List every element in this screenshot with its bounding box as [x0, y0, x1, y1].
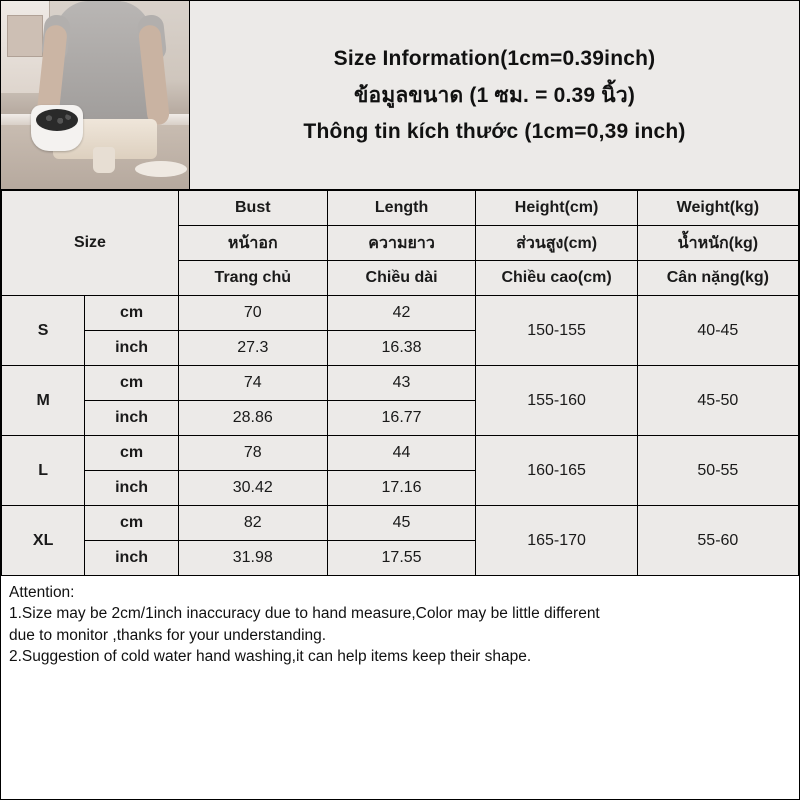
row-unit-inch: inch: [85, 471, 179, 506]
header-length-th: ความยาว: [327, 226, 476, 261]
table-row: [2, 296, 799, 331]
row-unit-inch: inch: [85, 401, 179, 436]
row-size-xl: XL: [2, 506, 85, 576]
m-height: 155-160: [476, 366, 637, 436]
l-height: 160-165: [476, 436, 637, 506]
header-weight-th: น้ำหนัก(kg): [637, 226, 798, 261]
table-row: [2, 366, 799, 401]
size-table: [1, 190, 799, 576]
header: [1, 1, 799, 190]
header-bust-en: Bust: [178, 191, 327, 226]
header-height-en: Height(cm): [476, 191, 637, 226]
l-length-cm: 44: [327, 436, 476, 471]
l-bust-inch: 30.42: [178, 471, 327, 506]
attention-heading: Attention:: [9, 584, 75, 601]
header-weight-vi: Cân nặng(kg): [637, 261, 798, 296]
xl-height: 165-170: [476, 506, 637, 576]
row-unit-cm: cm: [85, 366, 179, 401]
l-bust-cm: 78: [178, 436, 327, 471]
row-unit-cm: cm: [85, 296, 179, 331]
attention-block: [1, 576, 799, 668]
row-size-s: S: [2, 296, 85, 366]
m-length-cm: 43: [327, 366, 476, 401]
header-height-vi: Chiều cao(cm): [476, 261, 637, 296]
xl-weight: 55-60: [637, 506, 798, 576]
xl-length-inch: 17.55: [327, 541, 476, 576]
l-length-inch: 17.16: [327, 471, 476, 506]
s-bust-inch: 27.3: [178, 331, 327, 366]
header-height-th: ส่วนสูง(cm): [476, 226, 637, 261]
header-weight-en: Weight(kg): [637, 191, 798, 226]
s-height: 150-155: [476, 296, 637, 366]
xl-bust-cm: 82: [178, 506, 327, 541]
l-weight: 50-55: [637, 436, 798, 506]
product-photo: [1, 1, 190, 189]
row-unit-inch: inch: [85, 331, 179, 366]
attention-note-2: 2.Suggestion of cold water hand washing,it can help items keep their shape.: [9, 648, 532, 666]
xl-length-cm: 45: [327, 506, 476, 541]
attention-note-1a: 1.Size may be 2cm/1inch inaccuracy due to hand measure,Color may be little different: [9, 605, 600, 623]
row-size-m: M: [2, 366, 85, 436]
row-size-l: L: [2, 436, 85, 506]
photo-plate: [135, 161, 187, 177]
xl-bust-inch: 31.98: [178, 541, 327, 576]
s-length-cm: 42: [327, 296, 476, 331]
photo-jar: [93, 147, 115, 173]
s-bust-cm: 70: [178, 296, 327, 331]
photo-bowl: [31, 105, 83, 151]
m-weight: 45-50: [637, 366, 798, 436]
header-length-vi: Chiều dài: [327, 261, 476, 296]
title-thai: ข้อมูลขนาด (1 ซม. = 0.39 นิ้ว): [353, 83, 636, 107]
title-vietnamese: Thông tin kích thước (1cm=0,39 inch): [303, 119, 686, 143]
table-header-row-en: [2, 191, 799, 226]
m-length-inch: 16.77: [327, 401, 476, 436]
s-length-inch: 16.38: [327, 331, 476, 366]
header-bust-vi: Trang chủ: [178, 261, 327, 296]
m-bust-inch: 28.86: [178, 401, 327, 436]
attention-note-1b: due to monitor ,thanks for your understanding.: [9, 626, 327, 644]
header-size-label: Size: [2, 191, 179, 296]
header-length-en: Length: [327, 191, 476, 226]
row-unit-cm: cm: [85, 436, 179, 471]
table-row: [2, 506, 799, 541]
row-unit-inch: inch: [85, 541, 179, 576]
s-weight: 40-45: [637, 296, 798, 366]
header-bust-th: หน้าอก: [178, 226, 327, 261]
table-row: [2, 436, 799, 471]
m-bust-cm: 74: [178, 366, 327, 401]
title-english: Size Information(1cm=0.39inch): [333, 46, 656, 70]
row-unit-cm: cm: [85, 506, 179, 541]
title-block: [190, 1, 799, 189]
